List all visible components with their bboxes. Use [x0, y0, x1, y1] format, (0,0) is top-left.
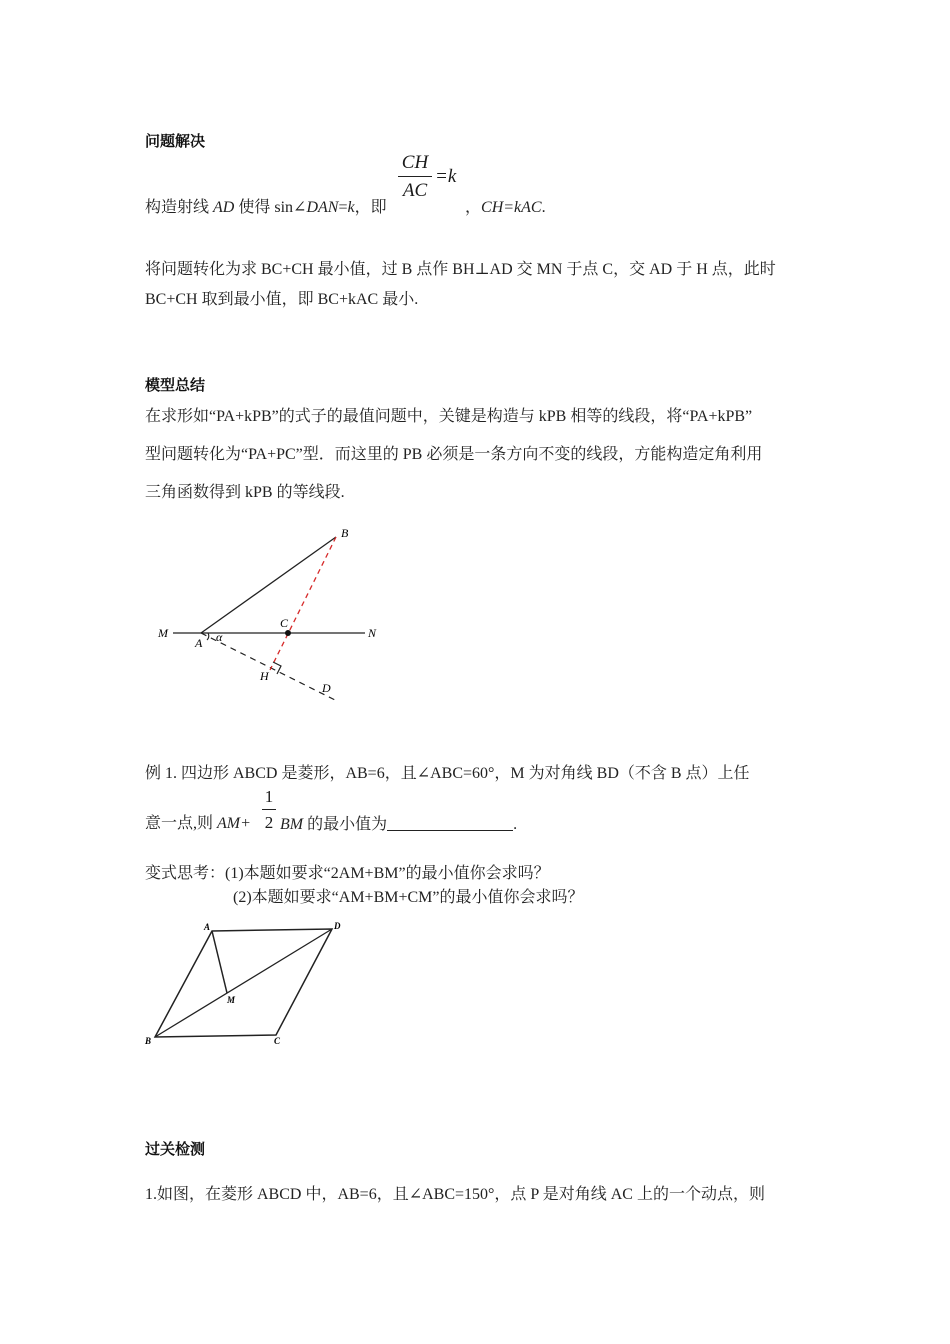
heading-model-summary: 模型总结	[145, 376, 206, 394]
point-c	[285, 630, 291, 636]
diagram-geometry-model	[145, 515, 395, 710]
text-segment: ，	[465, 199, 482, 216]
text-segment: =	[338, 199, 348, 216]
math-dan: DAN	[306, 199, 339, 216]
example1-line2-suffix	[280, 814, 517, 835]
problem-solving-line1	[145, 198, 387, 218]
math-am-plus: AM+	[217, 815, 251, 832]
label-b: B	[341, 526, 349, 540]
fraction-numerator: CH	[401, 152, 429, 173]
text-segment: 使得 sin∠	[238, 199, 307, 216]
fraction-rhs: =k	[435, 166, 457, 187]
example1-line1: 例 1. 四边形 ABCD 是菱形，AB=6，且∠ABC=60°，M 为对角线 BD（不含 B 点）上任	[145, 765, 750, 782]
label-a: A	[195, 636, 203, 650]
fraction-denominator: AC	[402, 180, 428, 201]
checkpoint-question-1: 1.如图，在菱形 ABCD 中，AB=6，且∠ABC=150°，点 P 是对角线 AC 上的一个动点，则	[145, 1186, 765, 1203]
model-summary-line3: 三角函数得到 kPB 的等线段.	[145, 484, 345, 501]
label-a: A	[204, 922, 211, 932]
segment-am	[212, 931, 227, 993]
line-ab	[201, 537, 336, 633]
problem-solving-line1-tail	[465, 198, 546, 218]
label-h: H	[260, 669, 269, 683]
text-segment: .	[541, 199, 546, 216]
label-b: B	[145, 1036, 152, 1046]
variant-question-1: 变式思考：(1)本题如要求“2AM+BM”的最小值你会求吗？	[145, 865, 550, 882]
variant-question-2: (2)本题如要求“AM+BM+CM”的最小值你会求吗？	[233, 889, 584, 906]
fraction-bar	[262, 809, 276, 810]
heading-checkpoint: 过关检测	[145, 1140, 206, 1158]
fraction-ch-over-ac	[398, 152, 432, 202]
angle-arc-alpha	[207, 633, 209, 640]
example1-line2-prefix	[145, 814, 251, 834]
fraction-bar	[398, 176, 432, 177]
math-ch-eq-kac: CH=kAC	[481, 199, 542, 216]
text-segment: ，即	[354, 199, 387, 216]
fraction-numerator: 1	[264, 787, 274, 806]
fraction-one-half	[262, 787, 276, 833]
label-n: N	[368, 626, 377, 640]
label-c: C	[274, 1036, 281, 1046]
model-summary-line2: 型问题转化为“PA+PC”型．而这里的 PB 必须是一条方向不变的线段，方能构造定角利用	[145, 446, 763, 463]
label-alpha: α	[216, 630, 223, 644]
fraction-denominator: 2	[264, 813, 274, 832]
segment-bh	[270, 537, 336, 670]
heading-problem-solving: 问题解决	[145, 132, 206, 150]
label-m: M	[158, 626, 168, 640]
math-bm: BM	[280, 816, 304, 833]
label-d: D	[322, 681, 331, 695]
label-d: D	[334, 921, 341, 931]
math-ad: AD	[213, 199, 235, 216]
text-segment: 意一点,则	[145, 815, 214, 832]
label-c: C	[280, 616, 289, 630]
text-segment: 的最小值为	[307, 816, 388, 833]
math-k: k	[347, 199, 355, 216]
model-summary-line1: 在求形如“PA+kPB”的式子的最值问题中，关键是构造与 kPB 相等的线段，将“PA+kPB”	[145, 408, 753, 425]
label-m: M	[227, 995, 236, 1005]
text-segment: 构造射线	[145, 199, 210, 216]
problem-solving-para2-line2: BC+CH 取到最小值，即 BC+kAC 最小.	[145, 291, 419, 308]
diagonal-bd	[155, 929, 332, 1037]
answer-blank[interactable]	[387, 814, 513, 831]
diagram-rhombus	[140, 915, 350, 1050]
text-segment: .	[513, 816, 518, 833]
problem-solving-para2-line1: 将问题转化为求 BC+CH 最小值，过 B 点作 BH⊥AD 交 MN 于点 C，交 AD 于 H 点，此时	[145, 261, 776, 278]
